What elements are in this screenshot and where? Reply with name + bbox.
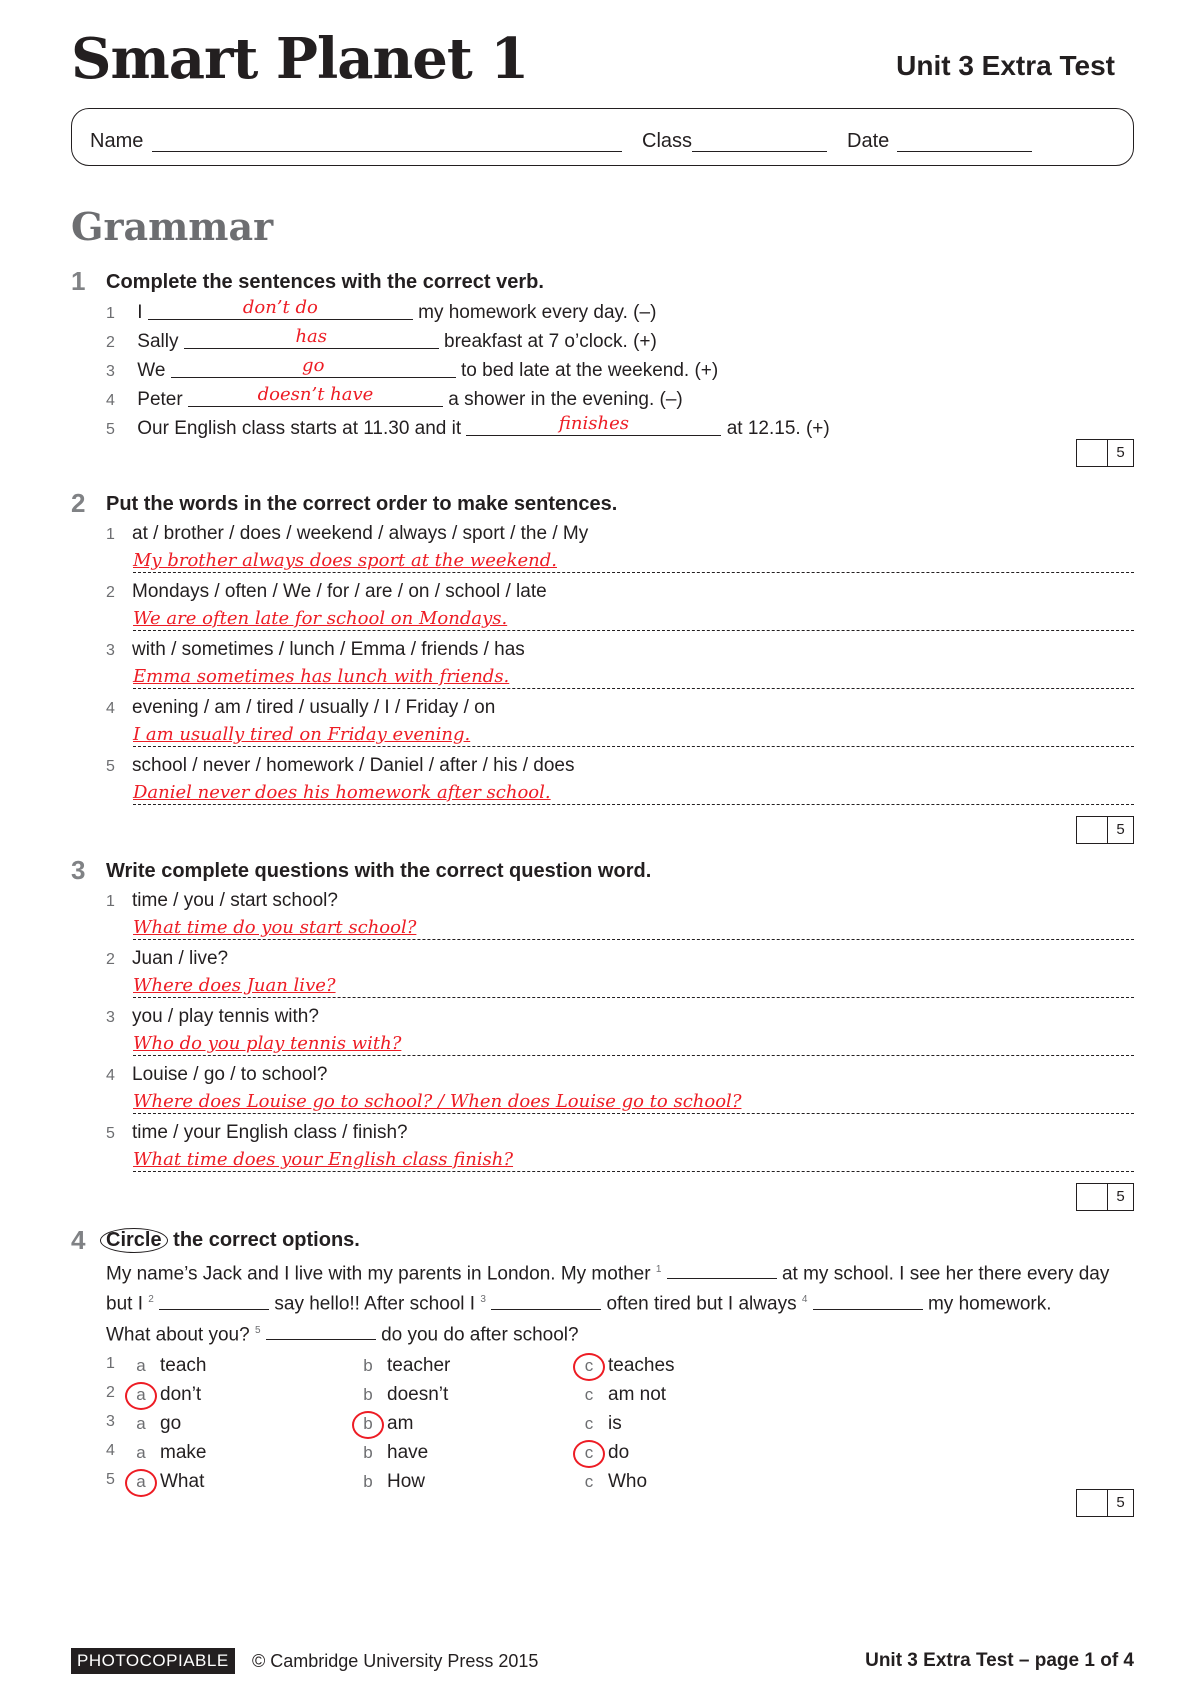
- option-c[interactable]: [578, 1384, 666, 1406]
- item-text-before: Our English class starts at 11.30 and it: [137, 418, 462, 439]
- ex1-item-2: [106, 326, 657, 353]
- item-prompt: you / play tennis with?: [132, 1006, 319, 1027]
- item-prompt: Juan / live?: [132, 948, 229, 969]
- item-number: 2: [106, 334, 115, 351]
- answer-text: finishes: [558, 413, 629, 434]
- item-text-before: Sally: [137, 331, 179, 352]
- gap-4[interactable]: [813, 1295, 923, 1310]
- ex3-item-2-prompt: [106, 948, 228, 970]
- option-word: am: [387, 1413, 414, 1434]
- option-letter[interactable]: c: [584, 1414, 594, 1433]
- ex4-score-box: [1076, 1489, 1134, 1517]
- exercise-4-number: 4: [71, 1225, 86, 1255]
- item-prompt: Mondays / often / We / for / are / on / school / late: [132, 581, 547, 602]
- answer-text: Where does Louise go to school? / When does Louise go to school?: [133, 1091, 742, 1112]
- option-word: am not: [608, 1384, 667, 1405]
- ex3-item-3-prompt: [106, 1006, 319, 1028]
- ex2-item-2-answer-line[interactable]: [133, 608, 1134, 631]
- option-word: do: [608, 1442, 630, 1463]
- ex2-item-4-answer-line[interactable]: [133, 724, 1134, 747]
- exercise-2-instruction: Put the words in the correct order to make sentences.: [106, 493, 618, 515]
- answer-text: Daniel never does his homework after school.: [133, 782, 551, 803]
- option-word: Who: [608, 1471, 648, 1492]
- option-a[interactable]: [130, 1384, 201, 1406]
- ex2-item-3-answer-line[interactable]: [133, 666, 1134, 689]
- item-number: 3: [106, 642, 115, 659]
- ex2-item-1-prompt: [106, 523, 588, 545]
- circle-word: Circle: [100, 1228, 168, 1253]
- answer-text: What time does your English class finish?: [133, 1149, 514, 1170]
- ex3-score-box: [1076, 1183, 1134, 1211]
- item-text-after: my homework every day. (–): [418, 302, 657, 323]
- ex3-item-3-answer-line[interactable]: [133, 1033, 1134, 1056]
- option-letter[interactable]: a: [136, 1414, 146, 1433]
- ex1-item-5: [106, 413, 830, 440]
- cloze-paragraph: [106, 1257, 1136, 1348]
- option-b[interactable]: [357, 1384, 448, 1406]
- answer-text: doesn’t have: [257, 384, 374, 405]
- option-word: teacher: [387, 1355, 451, 1376]
- ex2-item-2-prompt: [106, 581, 547, 603]
- option-word: have: [387, 1442, 429, 1463]
- student-info-box: [71, 108, 1134, 166]
- option-letter[interactable]: b: [363, 1356, 373, 1375]
- score-field[interactable]: [1077, 817, 1108, 843]
- item-number: 5: [106, 758, 115, 775]
- exercise-2-number: 2: [71, 488, 86, 518]
- ex3-item-4-answer-line[interactable]: [133, 1091, 1134, 1114]
- item-number: 4: [106, 392, 115, 409]
- gap-2[interactable]: [159, 1295, 269, 1310]
- score-max: 5: [1116, 1188, 1125, 1205]
- item-text-after: to bed late at the weekend. (+): [461, 360, 719, 381]
- option-letter[interactable]: c: [584, 1472, 594, 1491]
- option-a[interactable]: [130, 1355, 206, 1377]
- option-number: 2: [106, 1384, 115, 1401]
- option-number: 1: [106, 1355, 115, 1372]
- answer-blank[interactable]: [184, 326, 439, 349]
- ex2-item-3-prompt: [106, 639, 525, 661]
- class-field[interactable]: [692, 151, 827, 152]
- option-b[interactable]: [357, 1442, 428, 1464]
- item-prompt: Louise / go / to school?: [132, 1064, 328, 1085]
- option-word: teaches: [608, 1355, 675, 1376]
- score-field[interactable]: [1077, 1184, 1108, 1210]
- ex2-item-4-prompt: [106, 697, 495, 719]
- date-field[interactable]: [897, 151, 1032, 152]
- ex2-score-box: [1076, 816, 1134, 844]
- gap-number: 3: [480, 1294, 486, 1306]
- item-text-after: a shower in the evening. (–): [448, 389, 683, 410]
- answer-text: Who do you play tennis with?: [133, 1033, 402, 1054]
- ex3-item-1-prompt: [106, 890, 338, 912]
- option-c[interactable]: [578, 1442, 629, 1464]
- option-letter-circled[interactable]: a: [130, 1472, 152, 1492]
- option-b[interactable]: [357, 1355, 450, 1377]
- brand-title: Smart Planet 1: [71, 26, 529, 92]
- item-prompt: time / your English class / finish?: [132, 1122, 408, 1143]
- score-max: 5: [1116, 444, 1125, 461]
- name-field[interactable]: [152, 151, 622, 152]
- ex2-item-5-prompt: [106, 755, 574, 777]
- item-text-before: I: [137, 302, 143, 323]
- option-c[interactable]: [578, 1413, 622, 1435]
- option-letter[interactable]: b: [363, 1472, 373, 1491]
- gap-3[interactable]: [491, 1295, 601, 1310]
- option-letter-circled[interactable]: a: [130, 1385, 152, 1405]
- copyright: © Cambridge University Press 2015: [252, 1651, 539, 1671]
- ex1-item-4: [106, 384, 683, 411]
- item-prompt: time / you / start school?: [132, 890, 338, 911]
- answer-blank[interactable]: [171, 355, 456, 378]
- answer-blank[interactable]: [466, 413, 721, 436]
- date-label: Date: [847, 130, 890, 152]
- item-number: 4: [106, 700, 115, 717]
- gap-1[interactable]: [667, 1264, 777, 1279]
- option-word: don’t: [160, 1384, 202, 1405]
- option-number: 5: [106, 1471, 115, 1488]
- item-number: 3: [106, 363, 115, 380]
- item-prompt: at / brother / does / weekend / always / sport / the / My: [132, 523, 589, 544]
- item-text-after: at 12.15. (+): [726, 418, 830, 439]
- gap-number: 1: [655, 1264, 662, 1275]
- option-letter[interactable]: c: [584, 1385, 594, 1404]
- option-word: doesn’t: [387, 1384, 449, 1405]
- score-max: 5: [1116, 1494, 1125, 1511]
- item-number: 3: [106, 1009, 115, 1026]
- instruction-rest: the correct options.: [173, 1229, 360, 1251]
- para-text: at my school. I see her there every: [781, 1263, 1074, 1285]
- para-text: my homework.: [927, 1293, 1052, 1315]
- option-b[interactable]: [357, 1413, 413, 1435]
- item-number: 1: [106, 305, 115, 322]
- item-number: 5: [106, 1125, 115, 1142]
- option-word: What: [160, 1471, 205, 1492]
- item-number: 4: [106, 1067, 115, 1084]
- para-text: day but I: [106, 1263, 1110, 1315]
- gap-number: 2: [148, 1294, 154, 1306]
- ex1-item-3: [106, 355, 719, 382]
- answer-text: We are often late for school on Mondays.: [133, 608, 508, 629]
- answer-text: Emma sometimes has lunch with friends.: [133, 666, 510, 687]
- para-text: My name’s Jack and I live with my parents in London. My mother: [106, 1263, 651, 1285]
- item-prompt: evening / am / tired / usually / I / Friday / on: [132, 697, 496, 718]
- ex2-item-5-answer-line[interactable]: [133, 782, 1134, 805]
- ex2-item-1-answer-line[interactable]: [133, 550, 1134, 573]
- ex3-item-4-prompt: [106, 1064, 327, 1086]
- answer-blank[interactable]: [188, 384, 443, 407]
- item-number: 2: [106, 584, 115, 601]
- exercise-1-number: 1: [71, 266, 86, 296]
- option-letter-circled[interactable]: c: [578, 1443, 600, 1463]
- option-letter-circled[interactable]: c: [578, 1356, 600, 1376]
- gap-5[interactable]: [266, 1325, 376, 1340]
- option-word: make: [160, 1442, 207, 1463]
- para-text: What about you?: [106, 1323, 250, 1345]
- option-letter[interactable]: a: [136, 1356, 146, 1375]
- ex3-item-5-answer-line[interactable]: [133, 1149, 1134, 1172]
- option-number: 3: [106, 1413, 115, 1430]
- score-max: 5: [1116, 821, 1125, 838]
- option-c[interactable]: [578, 1355, 675, 1377]
- option-a[interactable]: [130, 1471, 204, 1493]
- option-a[interactable]: [130, 1442, 206, 1464]
- option-letter[interactable]: a: [136, 1443, 146, 1462]
- class-label: Class: [642, 130, 693, 152]
- option-word: How: [387, 1471, 426, 1492]
- para-text: often tired but I always: [606, 1293, 797, 1315]
- option-b[interactable]: [357, 1471, 425, 1493]
- name-label: Name: [90, 130, 144, 152]
- item-number: 2: [106, 951, 115, 968]
- answer-text: I am usually tired on Friday evening.: [133, 724, 471, 745]
- item-prompt: school / never / homework / Daniel / after / his / does: [132, 755, 575, 776]
- option-number: 4: [106, 1442, 115, 1459]
- item-text-before: We: [137, 360, 166, 381]
- ex1-score-box: [1076, 439, 1134, 467]
- photocopiable-badge: PHOTOCOPIABLE: [71, 1648, 235, 1674]
- section-title: Grammar: [71, 204, 274, 249]
- item-number: 1: [106, 526, 115, 543]
- unit-title: Unit 3 Extra Test: [896, 50, 1115, 81]
- option-word: is: [608, 1413, 622, 1434]
- answer-text: What time do you start school?: [133, 917, 417, 938]
- item-number: 1: [106, 893, 115, 910]
- exercise-3-number: 3: [71, 855, 86, 885]
- item-prompt: with / sometimes / lunch / Emma / friends / has: [132, 639, 525, 660]
- option-c[interactable]: [578, 1471, 647, 1493]
- option-letter[interactable]: b: [363, 1385, 373, 1404]
- score-field[interactable]: [1077, 1490, 1108, 1516]
- option-a[interactable]: [130, 1413, 181, 1435]
- answer-text: has: [295, 326, 328, 347]
- para-text: do you do after school?: [381, 1323, 579, 1345]
- option-letter[interactable]: b: [363, 1443, 373, 1462]
- answer-blank[interactable]: [148, 297, 413, 320]
- item-text-before: Peter: [137, 389, 183, 410]
- ex3-item-5-prompt: [106, 1122, 408, 1144]
- answer-text: My brother always does sport at the weekend.: [133, 550, 557, 571]
- exercise-1-instruction: Complete the sentences with the correct verb.: [106, 271, 544, 293]
- gap-number: 5: [254, 1324, 261, 1336]
- gap-number: 4: [801, 1294, 808, 1306]
- exercise-3-instruction: Write complete questions with the correct question word.: [106, 860, 652, 882]
- item-text-after: breakfast at 7 o’clock. (+): [444, 331, 657, 352]
- option-word: go: [160, 1413, 182, 1434]
- answer-text: go: [302, 355, 325, 376]
- ex3-item-1-answer-line[interactable]: [133, 917, 1134, 940]
- item-number: 5: [106, 421, 115, 438]
- option-letter-circled[interactable]: b: [357, 1414, 379, 1434]
- ex3-item-2-answer-line[interactable]: [133, 975, 1134, 998]
- ex1-item-1: [106, 297, 657, 324]
- option-word: teach: [160, 1355, 207, 1376]
- answer-text: Where does Juan live?: [133, 975, 336, 996]
- answer-text: don’t do: [242, 297, 318, 318]
- score-field[interactable]: [1077, 440, 1108, 466]
- page-indicator: Unit 3 Extra Test – page 1 of 4: [865, 1650, 1134, 1671]
- exercise-4-instruction: [100, 1228, 360, 1253]
- para-text: say hello!! After school I: [274, 1293, 476, 1315]
